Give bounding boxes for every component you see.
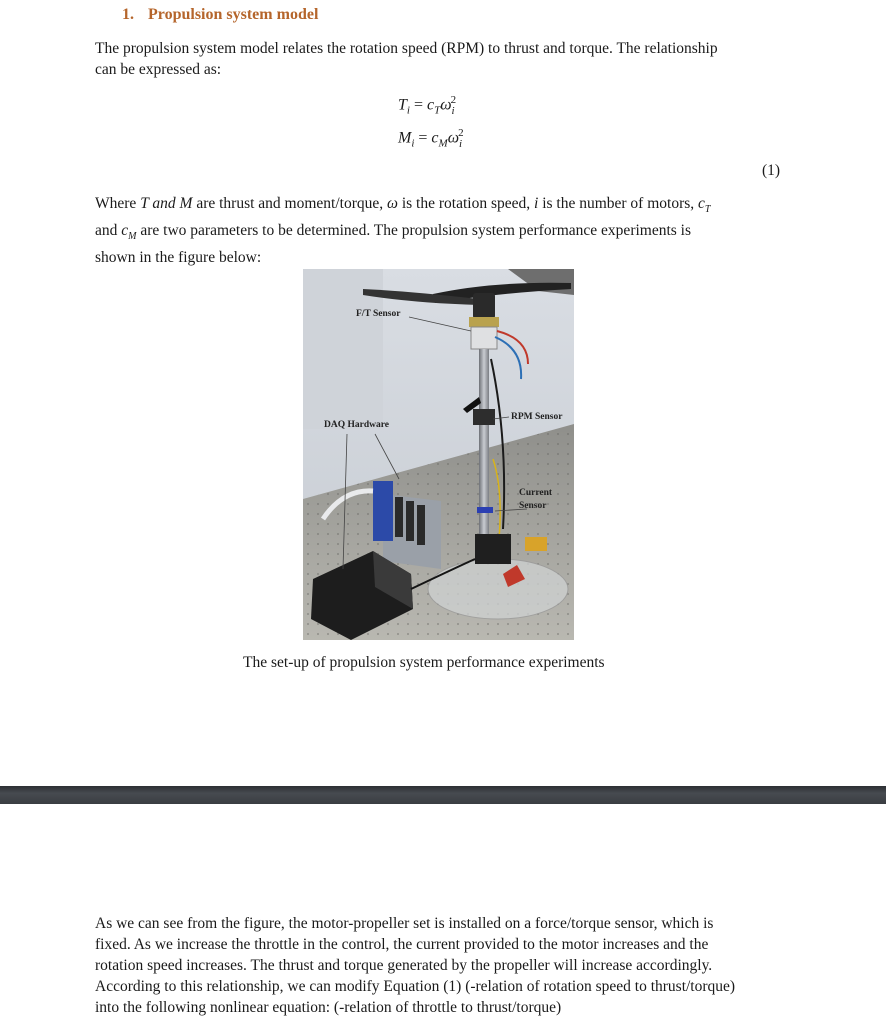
intro-line-1: The propulsion system model relates the rotation speed (RPM) to thrust and torque. The relationship bbox=[95, 40, 718, 57]
rpm-sensor-clamp bbox=[473, 409, 495, 425]
var-cm-sub: M bbox=[128, 231, 137, 243]
ft-sensor-body bbox=[471, 327, 497, 349]
daq-module-1 bbox=[395, 497, 403, 537]
current-sensor bbox=[525, 537, 547, 551]
var-t-and-m: T and M bbox=[140, 195, 193, 212]
figure-caption: The set-up of propulsion system performance experiments bbox=[243, 654, 605, 671]
daq-module-3 bbox=[417, 505, 425, 545]
where-line-3: shown in the figure below: bbox=[95, 249, 262, 267]
var-cm: c bbox=[121, 222, 129, 240]
eq1-equals: = bbox=[409, 96, 427, 114]
eq2-var-sub: i bbox=[459, 137, 463, 150]
label-current-sensor-line-2: Sensor bbox=[519, 501, 547, 511]
conclusion-line-4: According to this relationship, we can modify Equation (1) (-relation of rotation speed to thrust/torque) bbox=[95, 978, 736, 995]
where-text-1: Where bbox=[95, 195, 141, 212]
eq1-coef: c bbox=[427, 96, 435, 114]
current-sensor-band bbox=[477, 507, 493, 513]
var-omega: ω bbox=[387, 195, 398, 212]
where-text-3: is the rotation speed, bbox=[397, 195, 534, 212]
motor bbox=[473, 293, 495, 319]
eq2-exp: 2 bbox=[458, 127, 464, 139]
label-rpm-sensor: RPM Sensor bbox=[511, 412, 563, 422]
label-current-sensor-line-1: Current bbox=[519, 488, 553, 498]
intro-line-2: can be expressed as: bbox=[95, 61, 222, 78]
var-ct: c bbox=[698, 195, 705, 212]
conclusion-line-3: rotation speed increases. The thrust and torque generated by the propeller will increase accordingly. bbox=[95, 957, 713, 974]
equation-moment bbox=[398, 127, 464, 150]
equation-thrust bbox=[398, 94, 456, 117]
section-title: Propulsion system model bbox=[148, 6, 319, 23]
test-stand-rod bbox=[479, 349, 489, 549]
experiment-setup-photo bbox=[303, 269, 574, 640]
rod-base-clamp bbox=[475, 534, 511, 564]
eq1-lhs-sub: i bbox=[406, 104, 410, 117]
intro-paragraph bbox=[95, 38, 785, 80]
eq2-coef-sub: M bbox=[438, 137, 448, 150]
eq1-var: ω bbox=[440, 96, 452, 114]
eq2-lhs-sub: i bbox=[411, 137, 415, 150]
conclusion-paragraph bbox=[95, 913, 785, 1018]
where-line-1 bbox=[95, 193, 785, 220]
eq2-coef: c bbox=[431, 129, 439, 147]
where-line-2 bbox=[95, 220, 785, 247]
eq1-exp: 2 bbox=[450, 94, 457, 106]
page-break-divider bbox=[0, 786, 886, 804]
motor-mount bbox=[469, 317, 499, 327]
var-i: i bbox=[534, 195, 539, 212]
label-daq-hardware: DAQ Hardware bbox=[324, 420, 389, 430]
base-plate bbox=[428, 559, 568, 619]
where-text-5: and bbox=[95, 222, 122, 240]
conclusion-line-5: into the following nonlinear equation: (-relation of throttle to thrust/torque) bbox=[95, 999, 562, 1016]
eq2-equals: = bbox=[414, 129, 432, 147]
conclusion-line-1: As we can see from the figure, the motor-propeller set is installed on a force/torque sensor, which is bbox=[95, 915, 714, 932]
eq1-var-sub: i bbox=[451, 104, 455, 117]
eq2-lhs: M bbox=[398, 129, 412, 147]
where-text-4: is the number of motors, bbox=[538, 195, 699, 212]
section-number: 1. bbox=[122, 6, 134, 23]
equation-number: (1) bbox=[762, 162, 781, 179]
eq1-lhs: T bbox=[398, 96, 407, 114]
where-text-2: are thrust and moment/torque, bbox=[192, 195, 388, 212]
where-paragraph bbox=[95, 193, 785, 268]
where-text-6: are two parameters to be determined. The propulsion system performance experiments is bbox=[136, 222, 692, 240]
eq2-var: ω bbox=[447, 129, 459, 147]
section-heading bbox=[122, 6, 318, 24]
var-ct-sub: T bbox=[704, 204, 711, 216]
label-ft-sensor: F/T Sensor bbox=[356, 309, 401, 319]
eq1-coef-sub: T bbox=[434, 104, 441, 117]
daq-module-2 bbox=[406, 501, 414, 541]
daq-module-blue bbox=[373, 481, 393, 541]
experiment-photo-illustration bbox=[303, 269, 574, 640]
conclusion-line-2: fixed. As we increase the throttle in the control, the current provided to the motor increases and the bbox=[95, 936, 709, 953]
